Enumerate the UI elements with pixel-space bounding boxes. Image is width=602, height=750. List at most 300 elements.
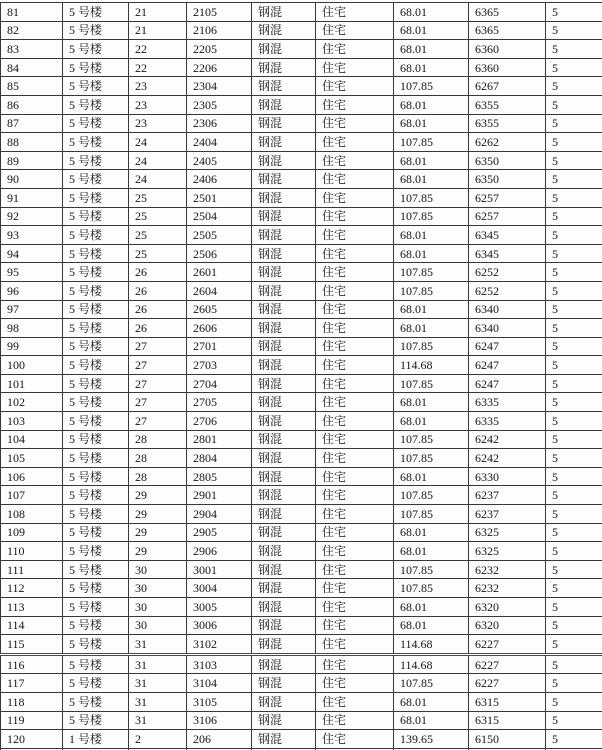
table-cell: 24: [129, 170, 187, 189]
table-cell: 钢混: [252, 300, 316, 319]
table-cell: 2106: [187, 21, 252, 40]
table-cell: 29: [129, 505, 187, 524]
table-cell: 钢混: [252, 77, 316, 96]
table-cell: 钢混: [252, 412, 316, 431]
table-cell: 6325: [469, 523, 546, 542]
table-cell: 5: [546, 467, 602, 486]
table-cell: 住宅: [316, 300, 394, 319]
table-cell: 24: [129, 151, 187, 170]
table-cell: 住宅: [316, 226, 394, 245]
table-cell: 30: [129, 560, 187, 579]
table-cell: 25: [129, 207, 187, 226]
table-cell: 68.01: [394, 467, 469, 486]
table-cell: 5: [546, 244, 602, 263]
table-cell: 68.01: [394, 151, 469, 170]
table-cell: 90: [1, 170, 63, 189]
table-cell: 92: [1, 207, 63, 226]
table-cell: 107.85: [394, 449, 469, 468]
table-cell: 钢混: [252, 337, 316, 356]
table-cell: 96: [1, 281, 63, 300]
table-cell: 住宅: [316, 374, 394, 393]
table-cell: 住宅: [316, 207, 394, 226]
table-cell: 2606: [187, 319, 252, 338]
table-row: [1, 579, 602, 598]
table-cell: 钢混: [252, 151, 316, 170]
table-row: [1, 598, 602, 617]
table-cell: 6315: [469, 692, 546, 711]
table-cell: 5: [546, 226, 602, 245]
table-row: [1, 133, 602, 152]
table-cell: 95: [1, 263, 63, 282]
table-cell: 31: [129, 692, 187, 711]
table-row: [1, 486, 602, 505]
table-cell: 2805: [187, 467, 252, 486]
table-cell: 100: [1, 356, 63, 375]
table-cell: 2804: [187, 449, 252, 468]
table-cell: 5 号楼: [63, 674, 129, 693]
table-cell: 6247: [469, 356, 546, 375]
table-cell: 2406: [187, 170, 252, 189]
table-row: [1, 730, 602, 749]
table-cell: 钢混: [252, 114, 316, 133]
table-cell: 5 号楼: [63, 692, 129, 711]
table-row: [1, 263, 602, 282]
table-row: [1, 21, 602, 40]
table-row: [1, 449, 602, 468]
property-listing-table: [0, 2, 602, 750]
table-row: [1, 151, 602, 170]
table-row: [1, 711, 602, 730]
table-cell: 住宅: [316, 77, 394, 96]
table-cell: 5: [546, 207, 602, 226]
table-cell: 5 号楼: [63, 616, 129, 635]
table-cell: 31: [129, 654, 187, 674]
table-cell: 68.01: [394, 244, 469, 263]
table-cell: 5 号楼: [63, 430, 129, 449]
table-cell: 住宅: [316, 151, 394, 170]
table-cell: 68.01: [394, 711, 469, 730]
table-cell: 6335: [469, 412, 546, 431]
table-cell: 6267: [469, 77, 546, 96]
table-cell: 6242: [469, 449, 546, 468]
table-cell: 2605: [187, 300, 252, 319]
table-cell: 5 号楼: [63, 560, 129, 579]
table-cell: 5 号楼: [63, 635, 129, 655]
table-cell: 114.68: [394, 356, 469, 375]
table-cell: 101: [1, 374, 63, 393]
table-cell: 2905: [187, 523, 252, 542]
table-cell: 5 号楼: [63, 151, 129, 170]
table-cell: 5: [546, 188, 602, 207]
table-cell: 68.01: [394, 598, 469, 617]
table-cell: 82: [1, 21, 63, 40]
table-cell: 钢混: [252, 281, 316, 300]
table-cell: 钢混: [252, 635, 316, 655]
table-cell: 5: [546, 635, 602, 655]
table-cell: 107.85: [394, 560, 469, 579]
table-cell: 5: [546, 711, 602, 730]
table-cell: 6227: [469, 674, 546, 693]
table-cell: 88: [1, 133, 63, 152]
table-cell: 3001: [187, 560, 252, 579]
table-cell: 钢混: [252, 263, 316, 282]
table-cell: 5: [546, 374, 602, 393]
table-cell: 68.01: [394, 95, 469, 114]
table-cell: 住宅: [316, 393, 394, 412]
table-cell: 30: [129, 616, 187, 635]
table-cell: 3004: [187, 579, 252, 598]
table-cell: 6360: [469, 40, 546, 59]
table-cell: 6237: [469, 486, 546, 505]
table-cell: 31: [129, 674, 187, 693]
table-cell: 6247: [469, 374, 546, 393]
table-cell: 6315: [469, 711, 546, 730]
table-cell: 107.85: [394, 374, 469, 393]
table-cell: 107.85: [394, 77, 469, 96]
table-cell: 28: [129, 430, 187, 449]
table-cell: 2501: [187, 188, 252, 207]
table-cell: 6257: [469, 188, 546, 207]
table-row: [1, 300, 602, 319]
table-cell: 6350: [469, 170, 546, 189]
table-row: [1, 207, 602, 226]
table-cell: 5 号楼: [63, 281, 129, 300]
table-cell: 6365: [469, 21, 546, 40]
table-cell: 23: [129, 114, 187, 133]
table-cell: 110: [1, 542, 63, 561]
table-cell: 5 号楼: [63, 133, 129, 152]
table-cell: 26: [129, 263, 187, 282]
table-row: [1, 95, 602, 114]
table-row: [1, 337, 602, 356]
table-cell: 5 号楼: [63, 77, 129, 96]
table-cell: 5: [546, 263, 602, 282]
table-cell: 2504: [187, 207, 252, 226]
table-cell: 107.85: [394, 674, 469, 693]
table-cell: 5 号楼: [63, 40, 129, 59]
table-cell: 5 号楼: [63, 244, 129, 263]
table-row: [1, 692, 602, 711]
table-row: [1, 114, 602, 133]
table-row: [1, 523, 602, 542]
table-cell: 27: [129, 374, 187, 393]
table-cell: 6232: [469, 560, 546, 579]
table-cell: 住宅: [316, 560, 394, 579]
table-cell: 钢混: [252, 486, 316, 505]
table-cell: 2703: [187, 356, 252, 375]
table-cell: 2706: [187, 412, 252, 431]
table-cell: 5 号楼: [63, 356, 129, 375]
table-cell: 3103: [187, 654, 252, 674]
table-cell: 104: [1, 430, 63, 449]
table-cell: 6340: [469, 300, 546, 319]
table-cell: 6345: [469, 244, 546, 263]
table-cell: 6360: [469, 58, 546, 77]
table-cell: 6227: [469, 635, 546, 655]
table-cell: 5: [546, 95, 602, 114]
table-cell: 2704: [187, 374, 252, 393]
table-row: [1, 170, 602, 189]
table-cell: 119: [1, 711, 63, 730]
table-cell: 5 号楼: [63, 263, 129, 282]
table-row: [1, 374, 602, 393]
table-cell: 27: [129, 412, 187, 431]
table-cell: 109: [1, 523, 63, 542]
table-cell: 钢混: [252, 356, 316, 375]
table-cell: 住宅: [316, 40, 394, 59]
table-cell: 107.85: [394, 207, 469, 226]
table-cell: 86: [1, 95, 63, 114]
table-row: [1, 356, 602, 375]
table-cell: 6320: [469, 616, 546, 635]
table-cell: 5: [546, 412, 602, 431]
table-cell: 住宅: [316, 486, 394, 505]
table-cell: 3106: [187, 711, 252, 730]
table-cell: 钢混: [252, 244, 316, 263]
table-cell: 5: [546, 449, 602, 468]
table-cell: 5: [546, 170, 602, 189]
table-cell: 3104: [187, 674, 252, 693]
table-body: [1, 3, 602, 750]
table-cell: 住宅: [316, 3, 394, 22]
table-cell: 3005: [187, 598, 252, 617]
table-cell: 5 号楼: [63, 542, 129, 561]
table-cell: 68.01: [394, 319, 469, 338]
table-cell: 120: [1, 730, 63, 749]
table-cell: 钢混: [252, 505, 316, 524]
table-row: [1, 635, 602, 655]
table-cell: 2306: [187, 114, 252, 133]
table-cell: 5: [546, 542, 602, 561]
table-row: [1, 188, 602, 207]
table-cell: 住宅: [316, 616, 394, 635]
table-row: [1, 393, 602, 412]
table-cell: 89: [1, 151, 63, 170]
table-cell: 5: [546, 393, 602, 412]
table-cell: 91: [1, 188, 63, 207]
table-cell: 206: [187, 730, 252, 749]
table-cell: 6320: [469, 598, 546, 617]
table-cell: 住宅: [316, 21, 394, 40]
table-cell: 5: [546, 598, 602, 617]
table-cell: 住宅: [316, 505, 394, 524]
table-cell: 68.01: [394, 393, 469, 412]
table-cell: 5: [546, 579, 602, 598]
table-cell: 68.01: [394, 542, 469, 561]
table-cell: 21: [129, 21, 187, 40]
table-cell: 钢混: [252, 560, 316, 579]
table-cell: 住宅: [316, 654, 394, 674]
table-cell: 26: [129, 319, 187, 338]
table-cell: 6242: [469, 430, 546, 449]
table-cell: 5 号楼: [63, 598, 129, 617]
table-cell: 26: [129, 281, 187, 300]
table-cell: 97: [1, 300, 63, 319]
table-cell: 107.85: [394, 263, 469, 282]
table-cell: 住宅: [316, 598, 394, 617]
table-cell: 117: [1, 674, 63, 693]
table-cell: 钢混: [252, 449, 316, 468]
table-cell: 106: [1, 467, 63, 486]
table-cell: 2701: [187, 337, 252, 356]
table-cell: 5: [546, 356, 602, 375]
table-cell: 5: [546, 77, 602, 96]
table-cell: 68.01: [394, 412, 469, 431]
table-cell: 住宅: [316, 319, 394, 338]
table-cell: 21: [129, 3, 187, 22]
table-cell: 5 号楼: [63, 114, 129, 133]
table-cell: 105: [1, 449, 63, 468]
table-cell: 钢混: [252, 430, 316, 449]
table-cell: 6252: [469, 263, 546, 282]
table-row: [1, 430, 602, 449]
table-cell: 5: [546, 674, 602, 693]
table-cell: 6237: [469, 505, 546, 524]
table-cell: 93: [1, 226, 63, 245]
table-cell: 6257: [469, 207, 546, 226]
table-cell: 住宅: [316, 244, 394, 263]
table-cell: 5 号楼: [63, 374, 129, 393]
table-cell: 5: [546, 21, 602, 40]
table-cell: 115: [1, 635, 63, 655]
table-row: [1, 77, 602, 96]
table-cell: 钢混: [252, 674, 316, 693]
table-cell: 68.01: [394, 692, 469, 711]
table-cell: 钢混: [252, 579, 316, 598]
table-cell: 22: [129, 58, 187, 77]
table-cell: 5 号楼: [63, 393, 129, 412]
table-cell: 住宅: [316, 114, 394, 133]
table-cell: 2906: [187, 542, 252, 561]
table-cell: 5: [546, 486, 602, 505]
table-cell: 钢混: [252, 133, 316, 152]
table-cell: 5 号楼: [63, 21, 129, 40]
table-cell: 94: [1, 244, 63, 263]
table-cell: 5 号楼: [63, 711, 129, 730]
table-cell: 住宅: [316, 692, 394, 711]
table-cell: 2305: [187, 95, 252, 114]
table-row: [1, 674, 602, 693]
table-cell: 钢混: [252, 319, 316, 338]
table-cell: 5 号楼: [63, 337, 129, 356]
table-cell: 钢混: [252, 542, 316, 561]
table-cell: 99: [1, 337, 63, 356]
table-cell: 30: [129, 598, 187, 617]
table-cell: 钢混: [252, 188, 316, 207]
table-cell: 住宅: [316, 412, 394, 431]
table-cell: 107.85: [394, 281, 469, 300]
table-cell: 5 号楼: [63, 579, 129, 598]
table-cell: 住宅: [316, 170, 394, 189]
table-cell: 住宅: [316, 356, 394, 375]
table-cell: 68.01: [394, 226, 469, 245]
table-cell: 钢混: [252, 730, 316, 749]
table-cell: 2901: [187, 486, 252, 505]
table-cell: 6150: [469, 730, 546, 749]
table-cell: 住宅: [316, 430, 394, 449]
table-cell: 钢混: [252, 711, 316, 730]
table-cell: 钢混: [252, 226, 316, 245]
table-cell: 住宅: [316, 523, 394, 542]
table-cell: 5 号楼: [63, 486, 129, 505]
table-cell: 住宅: [316, 635, 394, 655]
table-cell: 住宅: [316, 95, 394, 114]
table-cell: 85: [1, 77, 63, 96]
table-row: [1, 412, 602, 431]
table-cell: 23: [129, 77, 187, 96]
table-cell: 5 号楼: [63, 467, 129, 486]
table-cell: 113: [1, 598, 63, 617]
table-cell: 2601: [187, 263, 252, 282]
table-cell: 114.68: [394, 654, 469, 674]
table-cell: 25: [129, 226, 187, 245]
table-cell: 钢混: [252, 3, 316, 22]
table-cell: 28: [129, 467, 187, 486]
table-cell: 83: [1, 40, 63, 59]
table-cell: 28: [129, 449, 187, 468]
table-cell: 68.01: [394, 170, 469, 189]
table-cell: 68.01: [394, 300, 469, 319]
table-cell: 住宅: [316, 337, 394, 356]
table-cell: 2904: [187, 505, 252, 524]
table-row: [1, 505, 602, 524]
table-cell: 5 号楼: [63, 188, 129, 207]
table-cell: 5: [546, 133, 602, 152]
table-cell: 住宅: [316, 579, 394, 598]
table-cell: 住宅: [316, 542, 394, 561]
table-cell: 111: [1, 560, 63, 579]
table-row: [1, 542, 602, 561]
table-cell: 5: [546, 654, 602, 674]
table-cell: 31: [129, 711, 187, 730]
table-cell: 2405: [187, 151, 252, 170]
table-cell: 81: [1, 3, 63, 22]
table-cell: 2604: [187, 281, 252, 300]
table-cell: 钢混: [252, 374, 316, 393]
table-cell: 住宅: [316, 467, 394, 486]
table-cell: 钢混: [252, 393, 316, 412]
table-cell: 5 号楼: [63, 654, 129, 674]
table-cell: 3105: [187, 692, 252, 711]
table-row: [1, 58, 602, 77]
table-cell: 住宅: [316, 133, 394, 152]
table-cell: 5: [546, 337, 602, 356]
table-cell: 5: [546, 114, 602, 133]
table-cell: 31: [129, 635, 187, 655]
table-cell: 住宅: [316, 281, 394, 300]
table-cell: 107.85: [394, 133, 469, 152]
table-cell: 107.85: [394, 188, 469, 207]
table-cell: 住宅: [316, 449, 394, 468]
table-cell: 钢混: [252, 654, 316, 674]
table-cell: 102: [1, 393, 63, 412]
table-cell: 钢混: [252, 598, 316, 617]
table-cell: 2304: [187, 77, 252, 96]
table-row: [1, 654, 602, 674]
table-cell: 98: [1, 319, 63, 338]
table-cell: 钢混: [252, 467, 316, 486]
table-cell: 钢混: [252, 58, 316, 77]
table-cell: 5 号楼: [63, 523, 129, 542]
table-cell: 5: [546, 523, 602, 542]
table-cell: 6355: [469, 114, 546, 133]
table-cell: 68.01: [394, 40, 469, 59]
table-cell: 114: [1, 616, 63, 635]
table-cell: 118: [1, 692, 63, 711]
table-cell: 84: [1, 58, 63, 77]
table-cell: 68.01: [394, 523, 469, 542]
table-cell: 107.85: [394, 579, 469, 598]
